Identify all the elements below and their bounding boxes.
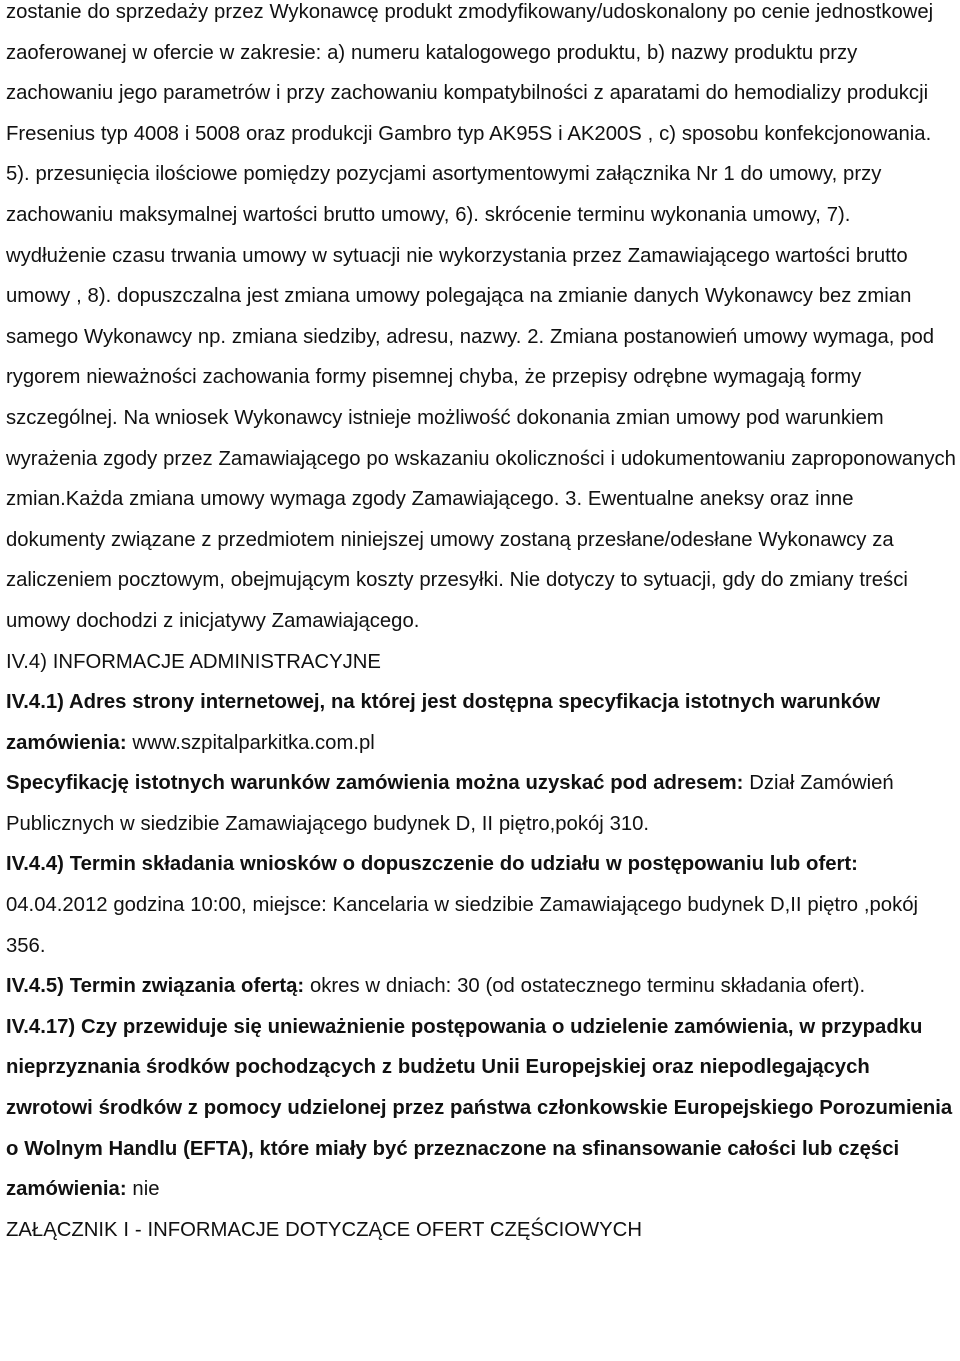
- item-iv-4-17-label: IV.4.17) Czy przewiduje się unieważnienie postępowania o udzielenie zamówienia, w przypadku nieprzyznania środków pochodzących z budżetu Unii Europejskiej oraz niepodlegających zwrotowi środków z pomocy udzielonej przez państwa członkowskie Europejskiego Porozumienia o Wolnym Handlu (EFTA), które miały być przeznaczone na sfinansowanie całości lub części zamówienia:: [6, 1015, 953, 1201]
- spec-address-label: Specyfikację istotnych warunków zamówienia można uzyskać pod adresem:: [6, 772, 744, 795]
- item-iv-4-17-value: nie: [126, 1178, 160, 1201]
- section-heading-administrative-info: IV.4) INFORMACJE ADMINISTRACYJNE: [6, 650, 381, 673]
- document-page: [6, 0, 956, 1250]
- item-iv-4-1-url: www.szpitalparkitka.com.pl: [126, 731, 375, 754]
- item-iv-4-1-label: IV.4.1) Adres strony internetowej, na której jest dostępna specyfikacja istotnych warunków zamówienia:: [6, 691, 880, 754]
- item-iv-4-1: [6, 682, 956, 763]
- item-iv-4-4-label: IV.4.4) Termin składania wniosków o dopuszczenie do udziału w postępowaniu lub ofert:: [6, 853, 858, 876]
- item-iv-4-4-value: 04.04.2012 godzina 10:00, miejsce: Kancelaria w siedzibie Zamawiającego budynek D,II piętro ,pokój 356.: [6, 894, 919, 957]
- item-iv-4-5-value: okres w dniach: 30 (od ostatecznego terminu składania ofert).: [304, 975, 866, 998]
- contract-changes-paragraph: zostanie do sprzedaży przez Wykonawcę produkt zmodyfikowany/udoskonalony po cenie jednostkowej zaoferowanej w ofercie w zakresie: a) numeru katalogowego produktu, b) nazwy produktu przy zachowaniu jego parametrów i przy zachowaniu kompatybilności z aparatami do hemodializy produkcji Fresenius typ 4008 i 5008 oraz produkcji Gambro typ AK95S i AK200S , c) sposobu konfekcjonowania. 5). przesunięcia ilościowe pomiędzy pozycjami asortymentowymi załącznika Nr 1 do umowy, przy zachowaniu maksymalnej wartości brutto umowy, 6). skrócenie terminu wykonania umowy, 7). wydłużenie czasu trwania umowy w sytuacji nie wykorzystania przez Zamawiającego wartości brutto umowy , 8). dopuszczalna jest zmiana umowy polegająca na zmianie danych Wykonawcy bez zmian samego Wykonawcy np. zmiana siedziby, adresu, nazwy. 2. Zmiana postanowień umowy wymaga, pod rygorem nieważności zachowania formy pisemnej chyba, że przepisy odrębne wymagają formy szczególnej. Na wniosek Wykonawcy istnieje możliwość dokonania zmian umowy pod warunkiem wyrażenia zgody przez Zamawiającego po wskazaniu okoliczności i udokumentowaniu zaproponowanych zmian.Każda zmiana umowy wymaga zgody Zamawiającego. 3. Ewentualne aneksy oraz inne dokumenty związane z przedmiotem niniejszej umowy zostaną przesłane/odesłane Wykonawcy za zaliczeniem pocztowym, obejmującym koszty przesyłki. Nie dotyczy to sytuacji, gdy do zmiany treści umowy dochodzi z inicjatywy Zamawiającego.: [6, 1, 956, 632]
- item-iv-4-5: [6, 966, 956, 1007]
- attachment-heading: ZAŁĄCZNIK I - INFORMACJE DOTYCZĄCE OFERT CZĘŚCIOWYCH: [6, 1218, 642, 1241]
- spec-address: [6, 763, 956, 844]
- spec-address-value: Dział Zamówień Publicznych w siedzibie Zamawiającego budynek D, II piętro,pokój 310.: [6, 772, 894, 835]
- item-iv-4-5-label: IV.4.5) Termin związania ofertą:: [6, 975, 305, 998]
- item-iv-4-4: [6, 844, 956, 966]
- item-iv-4-17: [6, 1007, 956, 1210]
